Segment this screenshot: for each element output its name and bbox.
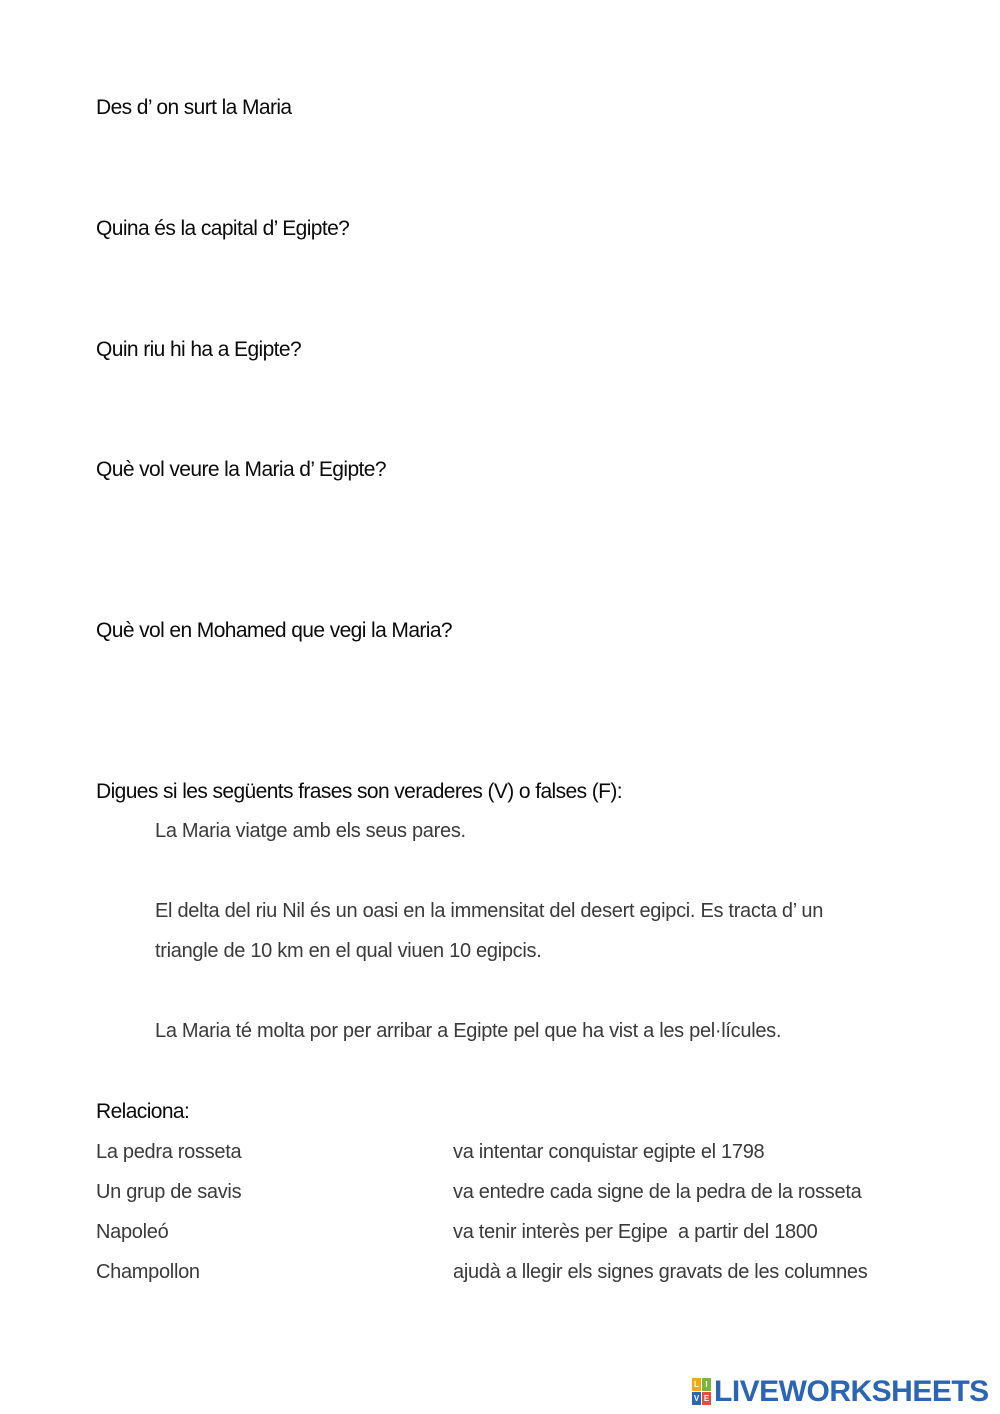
relate-right-item[interactable]: va intentar conquistar egipte el 1798 — [453, 1141, 765, 1163]
liveworksheets-logo — [692, 1375, 989, 1409]
relate-left-item[interactable]: Napoleó — [96, 1221, 169, 1243]
statement-2-line-1: El delta del riu Nil és un oasi en la immensitat del desert egipci. Es tracta d’ un — [155, 900, 824, 922]
logo-text: LIVEWORKSHEETS — [714, 1375, 989, 1408]
relate-right-item[interactable]: va entedre cada signe de la pedra de la rosseta — [453, 1181, 862, 1203]
statement-3: La Maria té molta por per arribar a Egipte pel que ha vist a les pel·lícules. — [155, 1020, 782, 1042]
statement-2-line-2: triangle de 10 km en el qual viuen 10 egipcis. — [155, 940, 542, 962]
answer-field-4[interactable] — [96, 492, 896, 612]
relate-left-item[interactable]: Champollon — [96, 1261, 200, 1283]
relate-left-item[interactable]: Un grup de savis — [96, 1181, 242, 1203]
question-5: Què vol en Mohamed que vegi la Maria? — [96, 619, 453, 642]
answer-field-5[interactable] — [96, 653, 896, 773]
question-1: Des d’ on surt la Maria — [96, 96, 292, 119]
answer-field-2[interactable] — [96, 251, 896, 331]
statement-1: La Maria viatge amb els seus pares. — [155, 820, 466, 842]
question-4: Què vol veure la Maria d’ Egipte? — [96, 458, 386, 481]
true-false-heading: Digues si les següents frases son veraderes (V) o falses (F): — [96, 780, 622, 803]
relate-right-item[interactable]: ajudà a llegir els signes gravats de les columnes — [453, 1261, 868, 1283]
question-2: Quina és la capital d’ Egipte? — [96, 217, 350, 240]
question-3: Quin riu hi ha a Egipte? — [96, 338, 302, 361]
relate-heading: Relaciona: — [96, 1100, 190, 1123]
relate-left-item[interactable]: La pedra rosseta — [96, 1141, 242, 1163]
logo-mark-icon: L I V E — [693, 1380, 710, 1403]
answer-field-1[interactable] — [96, 130, 896, 210]
answer-field-3[interactable] — [96, 372, 896, 452]
relate-right-item[interactable]: va tenir interès per Egipe a partir del 1800 — [453, 1221, 818, 1243]
